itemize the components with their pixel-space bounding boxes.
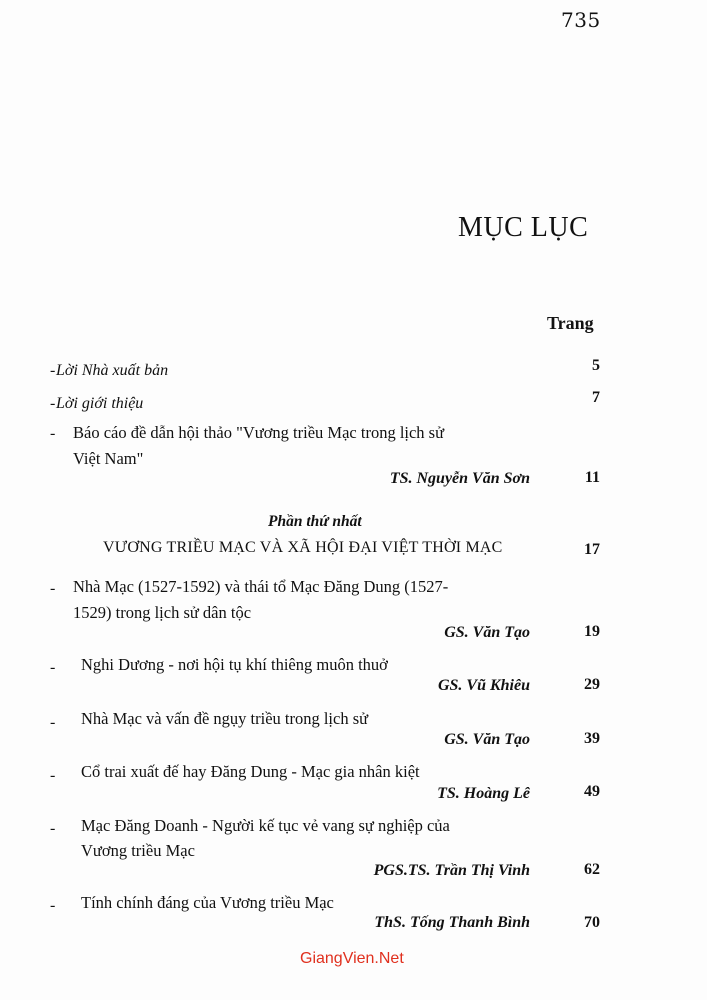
section-label: Phần thứ nhất: [268, 513, 362, 530]
toc-entry-page: 11: [584, 469, 600, 486]
toc-entry-title: Lời Nhà xuất bản: [56, 362, 169, 379]
toc-entry-page: 62: [584, 861, 600, 878]
bullet-dash: -: [50, 897, 56, 914]
toc-entry-title-line1: Báo cáo đề dẫn hội thảo "Vương triều Mạc trong lịch sử: [73, 423, 445, 442]
bullet-dash: -: [50, 362, 56, 379]
toc-entry-page: 19: [584, 623, 600, 640]
toc-entry-author: ThS. Tống Thanh Bình: [374, 914, 530, 931]
toc-entry-title-line2: Việt Nam": [73, 449, 144, 468]
toc-entry-title-line1: Tính chính đáng của Vương triều Mạc: [81, 893, 334, 912]
toc-entry-author: GS. Văn Tạo: [444, 731, 530, 748]
bullet-dash: -: [50, 820, 56, 837]
toc-entry-page: 7: [592, 389, 600, 406]
bullet-dash: -: [50, 767, 56, 784]
toc-entry-title-line1: Nhà Mạc (1527-1592) và thái tổ Mạc Đăng Dung (1527-: [73, 577, 449, 596]
page-number: 735: [561, 8, 601, 32]
page-column-header: Trang: [547, 313, 594, 333]
bullet-dash: -: [50, 659, 56, 676]
bullet-dash: -: [50, 580, 56, 597]
toc-entry-title-line1: Nhà Mạc và vấn đề ngụy triều trong lịch sử: [81, 709, 369, 728]
toc-entry-page: 39: [584, 730, 600, 747]
toc-entry-author: GS. Văn Tạo: [444, 624, 530, 641]
toc-entry-page: 70: [584, 914, 600, 931]
bullet-dash: -: [50, 714, 56, 731]
toc-entry-title: Lời giới thiệu: [56, 395, 144, 412]
toc-entry-title-line2: Vương triều Mạc: [81, 841, 195, 860]
toc-entry-author: TS. Hoàng Lê: [437, 785, 530, 802]
section-title: VƯƠNG TRIỀU MẠC VÀ XÃ HỘI ĐẠI VIỆT THỜI MẠC: [103, 539, 503, 556]
bullet-dash: -: [50, 425, 56, 442]
page-title: MỤC LỤC: [458, 212, 589, 243]
toc-entry-author: GS. Vũ Khiêu: [437, 677, 530, 694]
toc-entry-title-line1: Nghi Dương - nơi hội tụ khí thiêng muôn thuở: [81, 655, 388, 674]
toc-entry-page: 49: [584, 783, 600, 800]
toc-entry-page: 29: [584, 676, 600, 693]
toc-entry-author: PGS.TS. Trần Thị Vinh: [373, 862, 530, 879]
section-page: 17: [584, 541, 600, 558]
toc-entry-title-line2: 1529) trong lịch sử dân tộc: [73, 603, 252, 622]
toc-entry-page: 5: [592, 357, 600, 374]
toc-entry-author: TS. Nguyễn Văn Sơn: [389, 470, 530, 487]
toc-entry-title-line1: Mạc Đăng Doanh - Người kế tục vẻ vang sự nghiệp của: [81, 816, 450, 835]
watermark: GiangVien.Net: [300, 950, 404, 967]
bullet-dash: -: [50, 395, 56, 412]
toc-entry-title-line1: Cổ trai xuất đế hay Đăng Dung - Mạc gia nhân kiệt: [81, 762, 420, 781]
